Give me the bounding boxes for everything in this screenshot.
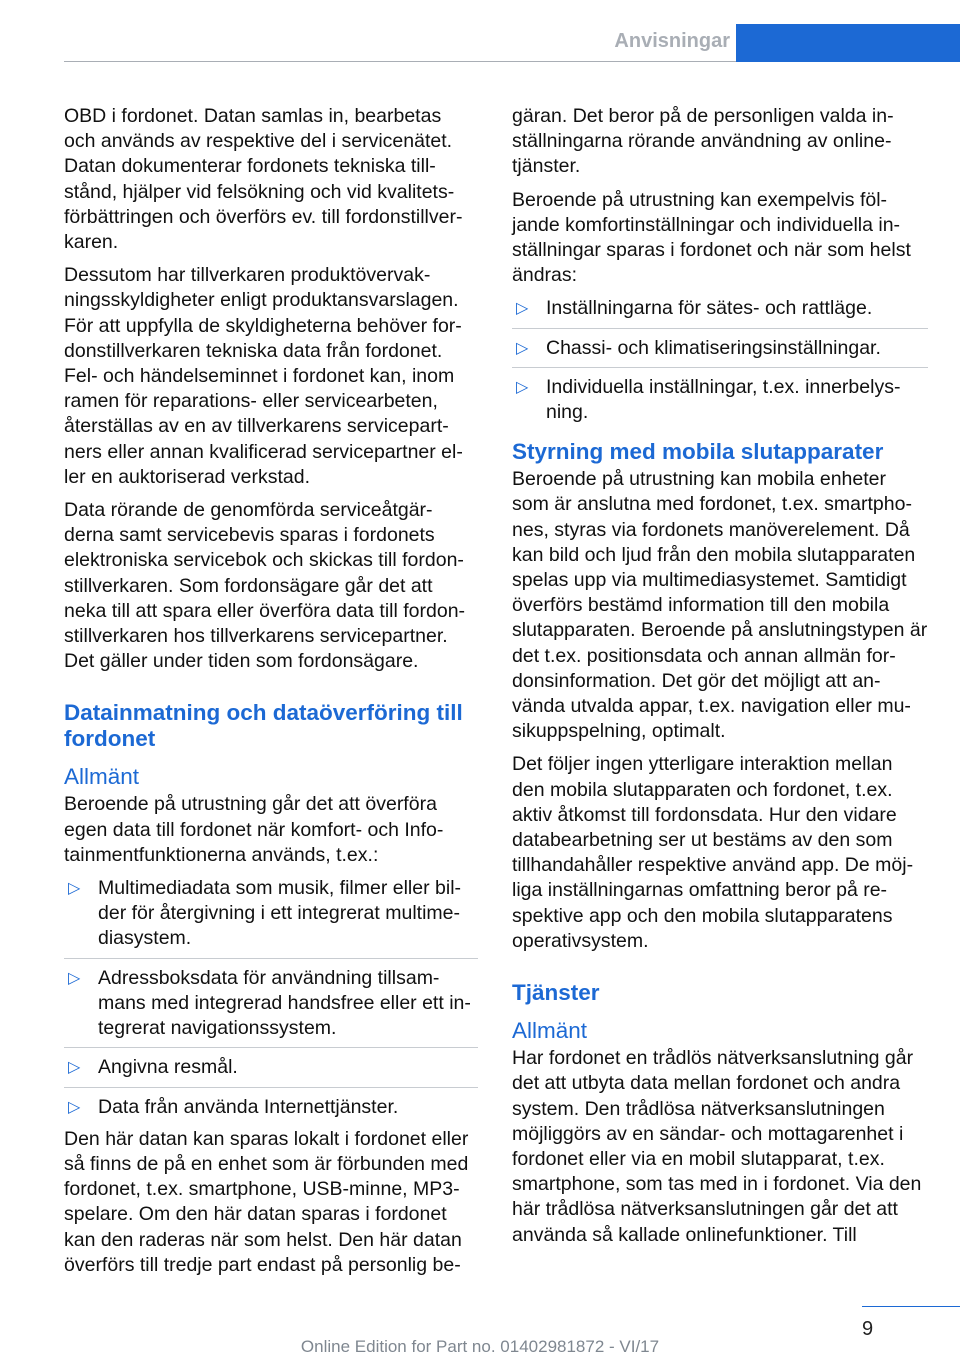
footer-rule bbox=[862, 1306, 960, 1307]
left-column bbox=[64, 104, 478, 1286]
section-heading: Tjänster bbox=[512, 980, 600, 1006]
paragraph: gäran. Det beror på de personligen valda in-ställningarna rörande användning av online-tjänster. bbox=[512, 105, 894, 178]
triangle-bullet-icon: ▷ bbox=[68, 880, 81, 898]
page-number: 9 bbox=[862, 1318, 874, 1340]
triangle-bullet-icon: ▷ bbox=[68, 969, 81, 987]
section-heading: Datainmatning och dataöverföring till fordonet bbox=[64, 700, 463, 752]
triangle-bullet-icon: ▷ bbox=[516, 300, 529, 318]
bullet-list bbox=[64, 876, 478, 1120]
list-item: ▷ Chassi- och klimatiseringsinställningar. bbox=[512, 336, 928, 368]
triangle-bullet-icon: ▷ bbox=[516, 339, 529, 357]
paragraph: Data rörande de genomförda serviceåtgär-derna samt servicebevis sparas i fordonets elektroniska servicebok och skickas till fordon-stillverkaren. Som fordonsägare går det att neka till att spara eller överföra data till fordon-stillverkaren hos tillverkarens servicepartner. Det gäller under tiden som fordonsägare. bbox=[64, 499, 466, 673]
paragraph: Dessutom har tillverkaren produktövervak-ningsskyldigheter enligt produktansvarslagen. För att uppfylla de skyldigheterna behöver for-donstillverkaren tekniska data från fordonet. Fel- och händelseminnet i fordonet kan, inom ramen för reparations- eller servicearbeten, återställas av en av tillverkarens servicepart-ners eller annan kvalificerad servicepartner el-ler en auktoriserad verkstad. bbox=[64, 264, 463, 488]
list-item: ▷ Adressboksdata för användning tillsam-mans med integrerad handsfree eller ett in-tegrerat navigationssystem. bbox=[64, 966, 478, 1049]
paragraph: Den här datan kan sparas lokalt i fordonet eller så finns de på en enhet som är förbunden med fordonet, t.ex. smartphone, USB-minne, MP3-spelare. Om den här datan sparas i fordonet kan den raderas när som helst. Den här datan överförs till tredje part endast på personlig be- bbox=[64, 1127, 469, 1276]
triangle-bullet-icon: ▷ bbox=[68, 1098, 81, 1116]
header-rule bbox=[64, 61, 736, 62]
right-column bbox=[512, 104, 928, 1256]
bullet-list bbox=[512, 296, 928, 425]
list-item: ▷ Multimediadata som musik, filmer eller bil-der för återgivning i ett integrerat multime-diasystem. bbox=[64, 876, 478, 959]
subsection-heading: Allmänt bbox=[64, 764, 140, 790]
running-header-title: Anvisningar bbox=[614, 30, 730, 52]
paragraph: Har fordonet en trådlös nätverksanslutning går det att utbyta data mellan fordonet och andra system. Den trådlösa nätverksanslutningen möjliggörs av en sändar- och mottagarenhet i fordonet eller via en mobil slutapparat, t.ex. smartphone, som tas med in i fordonet. Via den här trådlösa nätverksanslutningen går det att använda så kallade onlinefunktioner. Till bbox=[512, 1047, 922, 1246]
subsection-heading: Styrning med mobila slutapparater bbox=[512, 439, 884, 465]
list-item: ▷ Data från använda Internettjänster. bbox=[64, 1095, 478, 1120]
footer-edition: Online Edition for Part no. 01402981872 - VI/17 bbox=[300, 1337, 660, 1356]
paragraph: Beroende på utrustning kan exempelvis föl-jande komfortinställningar och individuella in-ställningar sparas i fordonet och när som helst ändras: bbox=[512, 188, 911, 287]
paragraph: Beroende på utrustning går det att överföra egen data till fordonet när komfort- och Info-tainmentfunktionerna används, t.ex.: bbox=[64, 793, 444, 866]
paragraph: OBD i fordonet. Datan samlas in, bearbetas och används av respektive del i servicenätet. Datan dokumenterar fordonets tekniska till-stånd, hjälper vid felsökning och vid kvalitets-förbättringen och överförs ev. till fordonstillver-karen. bbox=[64, 105, 463, 254]
subsection-heading: Allmänt bbox=[512, 1018, 588, 1044]
list-item: ▷ Inställningarna för sätes- och rattläge. bbox=[512, 296, 928, 328]
header-accent-bar bbox=[736, 24, 960, 62]
list-item: ▷ Individuella inställningar, t.ex. innerbelys-ning. bbox=[516, 375, 901, 424]
paragraph: Det följer ingen ytterligare interaktion mellan den mobila slutapparaten och fordonet, t.ex. aktiv åtkomst till fordonsdata. Hur den vidare databearbetning ser ut bestäms av den som tillhandahåller respektive använd app. De möj-liga inställningarnas omfattning beror på re-spektive app och den mobila slutapparatens operativsystem. bbox=[512, 753, 914, 952]
triangle-bullet-icon: ▷ bbox=[68, 1059, 81, 1077]
paragraph: Beroende på utrustning kan mobila enheter som är anslutna med fordonet, t.ex. smartpho-nes, styras via fordonets manöverelement. Då kan bild och ljud från den mobila slutapparaten spelas upp via multimediasystemet. Samtidigt överförs bestämd information till den mobila slutapparaten. Beroende på anslutningstypen är det t.ex. positionsdata och annan allmän for-donsinformation. Det gör det möjligt att an-vända utvalda appar, t.ex. navigation eller mu-sikuppspelning, optimalt. bbox=[512, 468, 928, 743]
triangle-bullet-icon: ▷ bbox=[516, 378, 529, 396]
list-item: ▷ Angivna resmål. bbox=[64, 1055, 478, 1087]
